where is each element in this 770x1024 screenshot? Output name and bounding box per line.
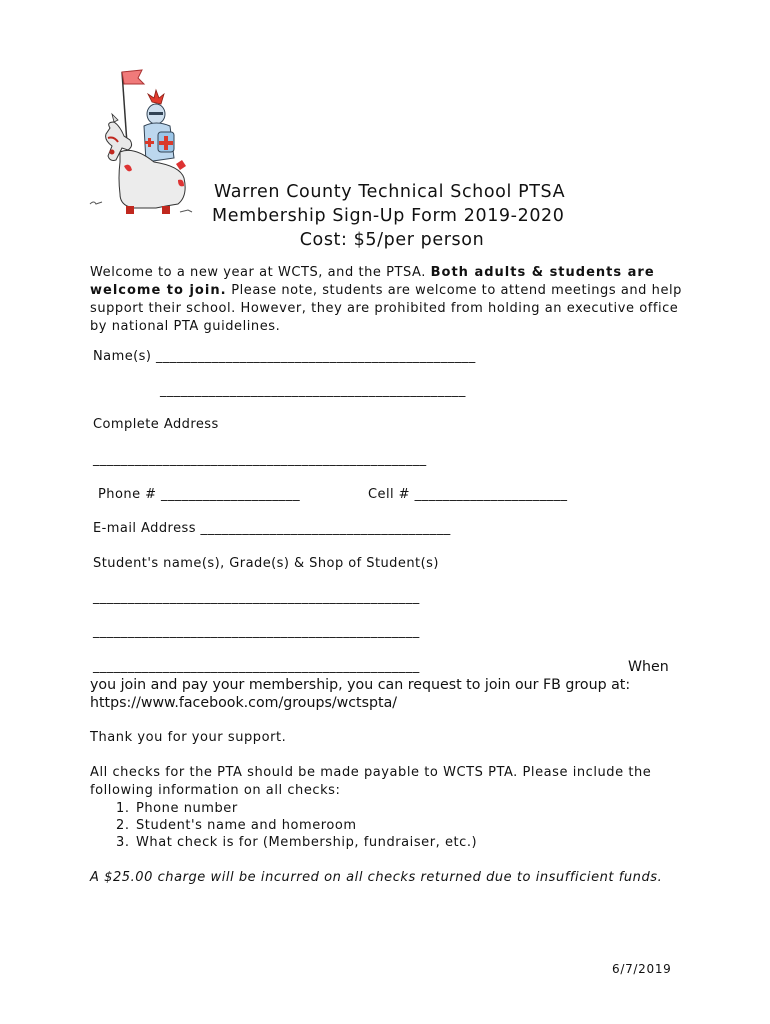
phone-field[interactable]: Phone # ____________________ xyxy=(98,487,301,502)
checks-info-list xyxy=(116,800,477,851)
title-cost: Cost: $5/per person xyxy=(299,230,485,250)
list-item: 1. Phone number xyxy=(116,801,238,816)
students-label: Student's name(s), Grade(s) & Shop of Student(s) xyxy=(93,556,439,571)
intro-text: Welcome to a new year at WCTS, and the PTSA. xyxy=(90,265,431,280)
thank-you-text: Thank you for your support. xyxy=(90,730,287,745)
address-label: Complete Address xyxy=(93,417,219,432)
checks-text: following information on all checks: xyxy=(90,783,341,798)
intro-text: support their school. However, they are prohibited from holding an executive office xyxy=(90,301,679,316)
facebook-url: https://www.facebook.com/groups/wctspta/ xyxy=(90,695,398,711)
names-field[interactable]: Name(s) ______________________________________________ xyxy=(93,349,476,364)
knight-on-horse-logo xyxy=(84,66,196,222)
checks-instructions xyxy=(90,764,651,800)
checks-text: All checks for the PTA should be made payable to WCTS PTA. Please include the xyxy=(90,765,652,780)
email-field[interactable]: E-mail Address ____________________________________ xyxy=(93,521,451,536)
address-field[interactable]: ________________________________________________ xyxy=(93,452,427,467)
students-field-line-2[interactable]: _______________________________________________ xyxy=(93,624,420,639)
list-item: 2. Student's name and homeroom xyxy=(116,818,357,833)
intro-text: Please note, students are welcome to attend meetings and help xyxy=(226,283,682,298)
returned-check-warning: A $25.00 charge will be incurred on all checks returned due to insufficient funds. xyxy=(90,870,663,885)
title-school-name: Warren County Technical School PTSA xyxy=(214,182,566,202)
students-field-line-3[interactable]: _______________________________________________ xyxy=(93,659,420,674)
form-title xyxy=(212,180,572,252)
students-field-line-1[interactable]: _______________________________________________ xyxy=(93,590,420,605)
facebook-when-text: When xyxy=(628,659,669,675)
names-field-line-2[interactable]: ____________________________________________ xyxy=(160,383,466,398)
intro-text: by national PTA guidelines. xyxy=(90,319,281,334)
cell-field[interactable]: Cell # ______________________ xyxy=(368,487,568,502)
facebook-info xyxy=(90,676,630,712)
intro-paragraph xyxy=(90,264,690,336)
intro-bold-text: welcome to join. xyxy=(90,283,227,298)
title-form-name: Membership Sign-Up Form 2019-2020 xyxy=(212,206,565,226)
intro-bold-text: Both adults & students are xyxy=(430,265,655,280)
facebook-text: you join and pay your membership, you can request to join our FB group at: xyxy=(90,677,631,693)
list-item: 3. What check is for (Membership, fundraiser, etc.) xyxy=(116,835,478,850)
footer-date: 6/7/2019 xyxy=(612,962,672,976)
